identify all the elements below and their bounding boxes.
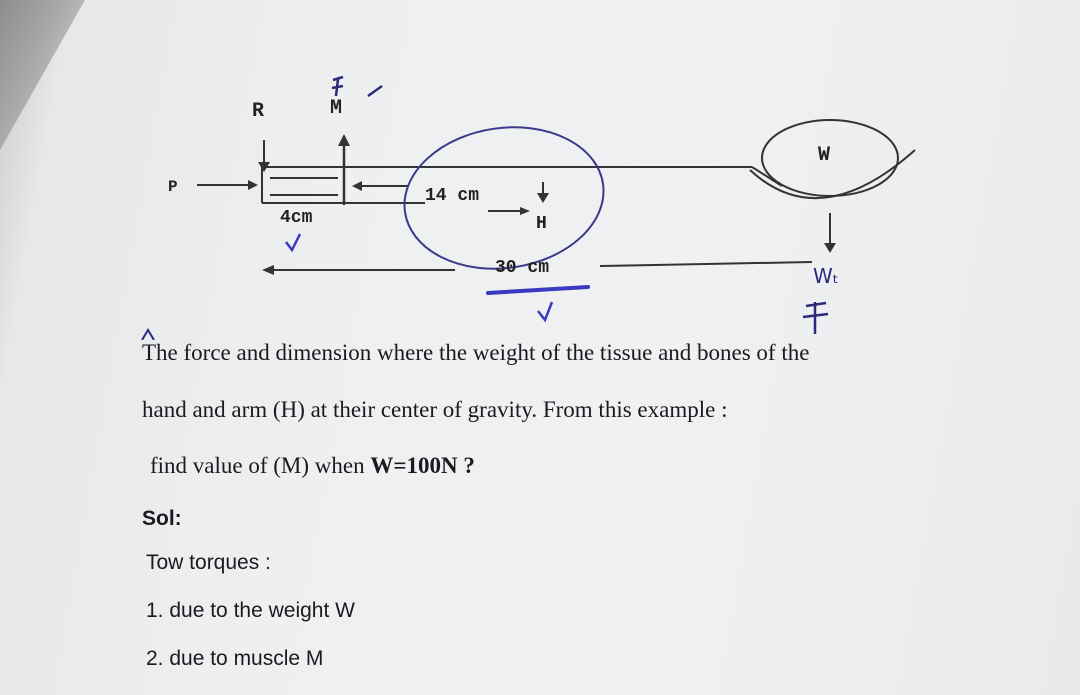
caret-mark [142,330,154,340]
label-p: P [168,178,178,196]
label-m: M [330,97,343,120]
solution-intro: Tow torques : [146,551,271,574]
problem-line-1: The force and dimension where the weight of the tissue and bones of the [142,340,810,365]
label-30cm: 30 cm [495,258,550,278]
problem-line-3-prefix: find value of (M) when [150,453,371,478]
handwritten-fm-mark [332,77,382,96]
underline-30cm [488,287,588,293]
weight-ball-cup [750,150,915,198]
handwritten-f-mark [803,302,828,334]
check-mark-4cm [286,234,300,250]
label-w: W [818,144,831,167]
solution-item-1: 1. due to the weight W [146,599,355,622]
problem-line-3-value: W=100N ? [370,453,475,478]
forearm-lever-diagram [0,0,1080,340]
solution-item-2: 2. due to muscle M [146,647,324,670]
problem-line-2: hand and arm (H) at their center of gravity. From this example : [142,397,728,422]
label-r: R [252,100,265,123]
label-14cm: 14 cm [425,186,480,206]
problem-line-3 [150,453,475,479]
label-h: H [536,214,547,234]
forearm-bar [262,167,782,203]
check-mark-30cm [538,302,552,320]
solution-heading: Sol: [142,507,182,530]
annotation-wt: Wₜ [813,264,839,288]
label-4cm: 4cm [280,208,313,228]
muscle-arrowhead [338,134,350,146]
